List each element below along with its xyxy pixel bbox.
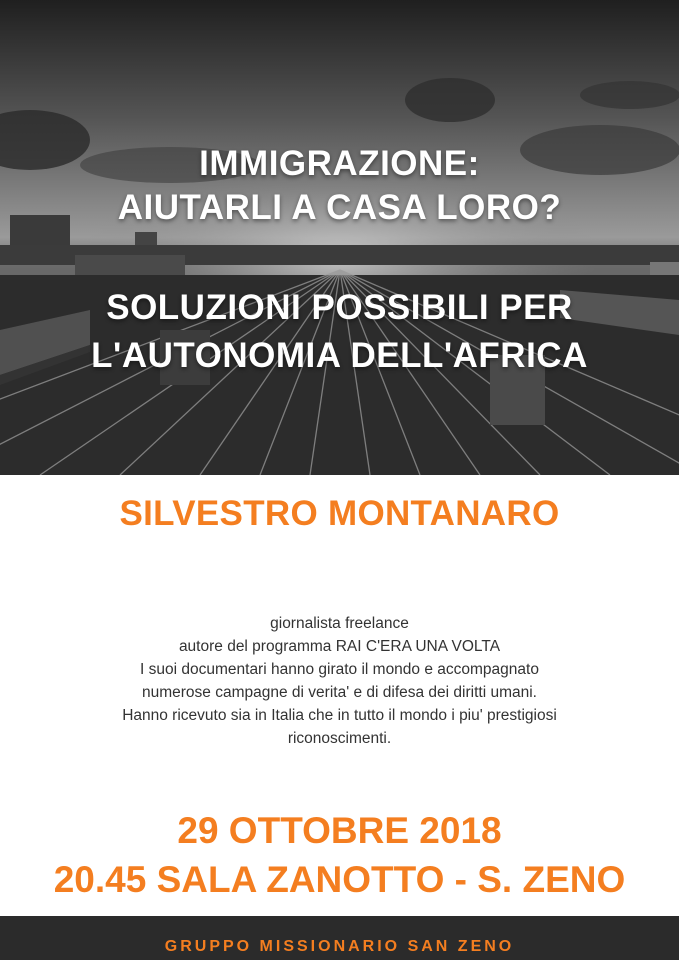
event-subtitle: [0, 284, 679, 380]
bio-line: Hanno ricevuto sia in Italia che in tutto il mondo i piu' prestigiosi: [122, 707, 557, 724]
organizer-name: GRUPPO MISSIONARIO SAN ZENO: [164, 938, 515, 955]
event-subtitle-line: SOLUZIONI POSSIBILI PER: [106, 288, 573, 327]
hero-banner: [0, 0, 679, 475]
bio-line: riconoscimenti.: [287, 730, 392, 747]
event-title-line: IMMIGRAZIONE:: [199, 144, 480, 183]
event-title: [0, 142, 679, 230]
speaker-bio: [0, 612, 679, 750]
bio-line: autore del programma RAI C'ERA UNA VOLTA: [178, 638, 501, 655]
event-time-place: 20.45 SALA ZANOTTO - S. ZENO: [53, 859, 626, 900]
event-details: [0, 806, 679, 904]
bio-line: giornalista freelance: [270, 615, 409, 632]
bio-line: numerose campagne di verita' e di difesa dei diritti umani.: [142, 684, 537, 701]
event-date: 29 OTTOBRE 2018: [177, 810, 502, 851]
speaker-name: SILVESTRO MONTANARO: [119, 494, 560, 533]
railway-yard-photo: [0, 0, 679, 475]
footer-bar: [0, 916, 679, 960]
event-subtitle-line: L'AUTONOMIA DELL'AFRICA: [91, 336, 588, 375]
bio-line: I suoi documentari hanno girato il mondo e accompagnato: [140, 661, 539, 678]
event-title-line: AIUTARLI A CASA LORO?: [117, 188, 562, 227]
